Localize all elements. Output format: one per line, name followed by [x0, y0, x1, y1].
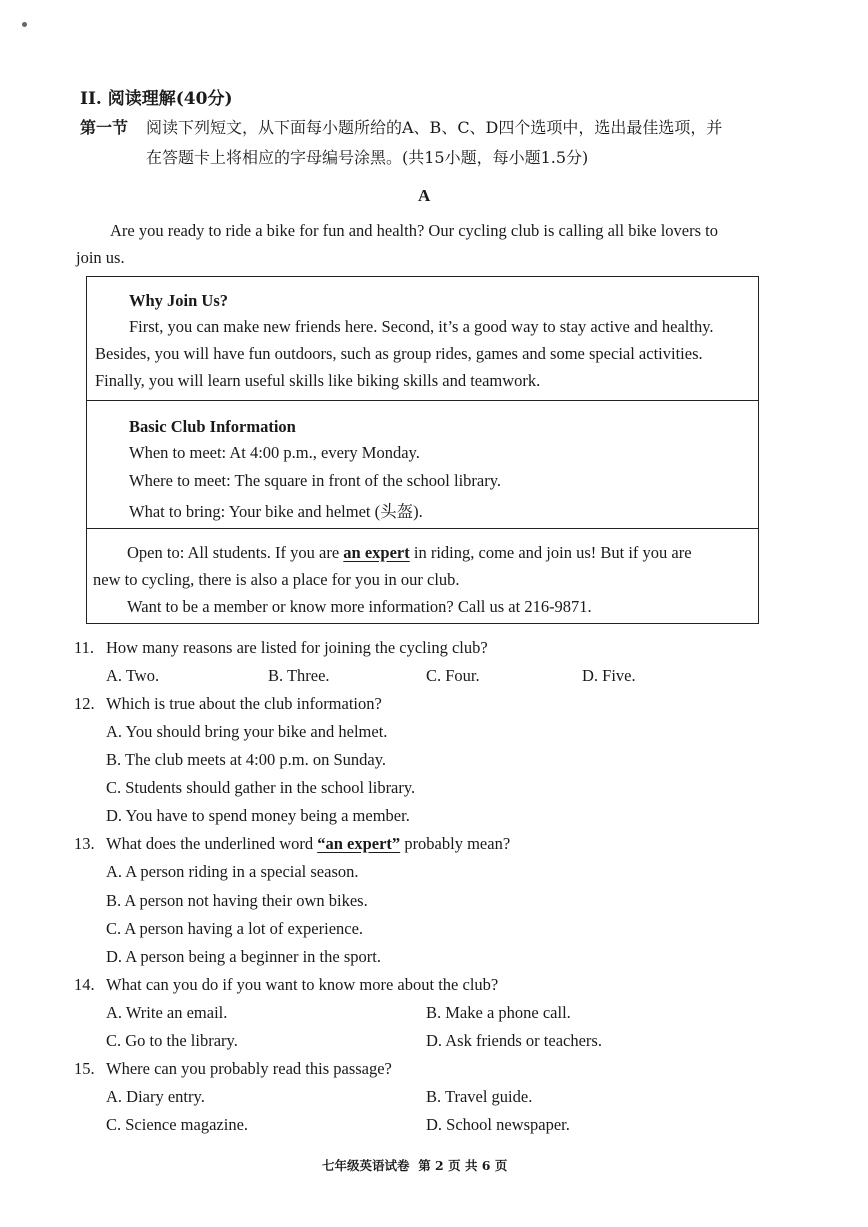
q13-option-d: D. A person being a beginner in the sport. [106, 947, 381, 966]
question-15-stem: Where can you probably read this passage? [106, 1059, 392, 1078]
club-info-where: Where to meet: The square in front of the school library. [129, 471, 502, 490]
q14-option-d: D. Ask friends or teachers. [426, 1031, 602, 1050]
instruction-line-1: 阅读下列短文，从下面每小题所给的A、B、C、D四个选项中，选出最佳选项，并 [146, 118, 723, 137]
question-12-number: 12. [74, 694, 95, 713]
scan-mark [22, 22, 27, 27]
passage-intro-line-2: join us. [76, 248, 125, 267]
why-join-line-1: First, you can make new friends here. Second, it’s a good way to stay active and healthy. [129, 317, 714, 336]
why-join-heading: Why Join Us? [129, 291, 229, 310]
underlined-word-quote: “an expert” [317, 834, 401, 853]
club-info-heading: Basic Club Information [129, 417, 296, 436]
instruction-line-2: 在答题卡上将相应的字母编号涂黑。(共15小题，每小题1.5分) [146, 148, 589, 167]
q15-option-d: D. School newspaper. [426, 1115, 570, 1134]
q14-option-b: B. Make a phone call. [426, 1003, 571, 1022]
question-13-number: 13. [74, 834, 95, 853]
q14-option-c: C. Go to the library. [106, 1031, 238, 1050]
q15-option-a: A. Diary entry. [106, 1087, 205, 1106]
q12-option-d: D. You have to spend money being a member. [106, 806, 410, 825]
question-14-stem: What can you do if you want to know more about the club? [106, 975, 499, 994]
q12-option-b: B. The club meets at 4:00 p.m. on Sunday. [106, 750, 387, 769]
q15-option-c: C. Science magazine. [106, 1115, 249, 1134]
question-11-number: 11. [74, 638, 95, 657]
question-15-number: 15. [74, 1059, 95, 1078]
q13-option-c: C. A person having a lot of experience. [106, 919, 364, 938]
page-footer: 七年级英语试卷 第 2 页 共 6 页 [322, 1158, 508, 1173]
q12-option-a: A. You should bring your bike and helmet. [106, 722, 388, 741]
club-info-when: When to meet: At 4:00 p.m., every Monday. [129, 443, 420, 462]
open-to-line-2: new to cycling, there is also a place for you in our club. [93, 570, 460, 589]
open-to-box [86, 528, 759, 624]
open-to-line-3: Want to be a member or know more information? Call us at 216-9871. [127, 597, 592, 616]
q12-option-c: C. Students should gather in the school library. [106, 778, 416, 797]
q13-option-b: B. A person not having their own bikes. [106, 891, 368, 910]
open-to-line-1: Open to: All students. If you are an expert in riding, come and join us! But if you are [127, 543, 692, 562]
q11-option-a: A. Two. [106, 666, 160, 685]
q11-option-d: D. Five. [582, 666, 636, 685]
why-join-line-2: Besides, you will have fun outdoors, such as group rides, games and some special activities. [95, 344, 703, 363]
q11-option-b: B. Three. [268, 666, 330, 685]
question-14-number: 14. [74, 975, 95, 994]
question-13-stem: What does the underlined word “an expert” probably mean? [106, 834, 511, 853]
underlined-word-an-expert: an expert [343, 543, 410, 562]
q15-option-b: B. Travel guide. [426, 1087, 533, 1106]
q14-option-a: A. Write an email. [106, 1003, 228, 1022]
why-join-box [86, 276, 759, 400]
club-info-box [86, 400, 759, 528]
passage-intro-line-1: Are you ready to ride a bike for fun and health? Our cycling club is calling all bike lovers to [110, 221, 719, 240]
part-label: 第一节 [80, 118, 129, 137]
why-join-line-3: Finally, you will learn useful skills like biking skills and teamwork. [95, 371, 541, 390]
q11-option-c: C. Four. [426, 666, 480, 685]
question-11-stem: How many reasons are listed for joining the cycling club? [106, 638, 488, 657]
passage-title: A [418, 186, 431, 205]
section-heading: II. 阅读理解(40分) [80, 89, 233, 109]
club-info-bring: What to bring: Your bike and helmet (头盔). [129, 502, 423, 521]
question-12-stem: Which is true about the club information? [106, 694, 382, 713]
q13-option-a: A. A person riding in a special season. [106, 862, 359, 881]
